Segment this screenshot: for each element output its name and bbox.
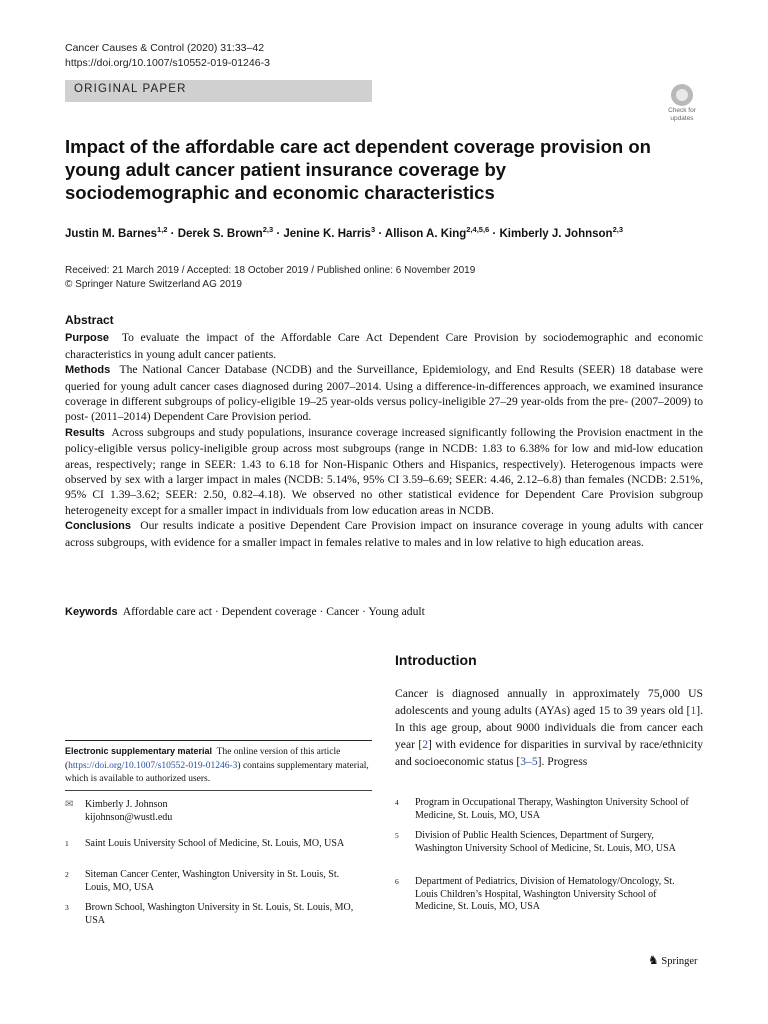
author-affiliation: 2,3 bbox=[262, 225, 274, 234]
affiliation-text: Program in Occupational Therapy, Washington University School of Medicine, St. Louis, MO, USA bbox=[415, 797, 689, 821]
article-type-label: ORIGINAL PAPER bbox=[74, 83, 187, 95]
check-for-updates-badge[interactable] bbox=[662, 84, 702, 124]
journal-citation: Cancer Causes & Control (2020) 31:33–42 bbox=[65, 42, 265, 54]
article-type-banner bbox=[65, 80, 372, 102]
abstract-methods bbox=[65, 362, 703, 425]
check-for-updates-line1: Check for bbox=[668, 107, 696, 114]
contact-name: Kimberly J. Johnson bbox=[85, 799, 168, 810]
affiliation-footnote bbox=[395, 876, 695, 914]
author-separator: · bbox=[273, 227, 284, 240]
affiliation-number: 5 bbox=[395, 831, 399, 840]
corresponding-author bbox=[65, 799, 365, 824]
check-for-updates-line2: updates bbox=[670, 115, 694, 122]
affiliation-number: 2 bbox=[65, 870, 69, 879]
keywords-text: Affordable care act · Dependent coverage · Cancer · Young adult bbox=[122, 605, 425, 618]
author-list bbox=[65, 225, 705, 240]
publication-dates bbox=[65, 264, 475, 292]
abstract-purpose bbox=[65, 330, 703, 362]
abstract-heading: Abstract bbox=[65, 313, 114, 327]
affiliation-number: 6 bbox=[395, 877, 399, 886]
author-separator: · bbox=[375, 227, 385, 240]
author-affiliation: 1,2 bbox=[157, 225, 168, 234]
citation-link[interactable]: 1 bbox=[690, 704, 697, 717]
affiliation-footnote bbox=[395, 830, 695, 855]
envelope-icon: ✉ bbox=[65, 799, 74, 810]
journal-doi[interactable]: https://doi.org/10.1007/s10552-019-01246-3 bbox=[65, 57, 270, 69]
affiliation-text: Department of Pediatrics, Division of Hematology/Oncology, St. Louis Children’s Hospital, Washington University School of Medicine, St. Louis, MO, USA bbox=[415, 876, 675, 912]
author-name: Jenine K. Harris bbox=[283, 227, 371, 240]
introduction-heading: Introduction bbox=[395, 652, 477, 668]
author-affiliation: 2,3 bbox=[612, 225, 623, 234]
author-name: Allison A. King bbox=[384, 227, 467, 240]
intro-text: ] with evidence for disparities in survival by race/ethnicity and socioeconomic status [ bbox=[395, 738, 703, 768]
author-separator: · bbox=[167, 227, 178, 240]
affiliation-footnote bbox=[395, 797, 695, 822]
affiliation-text: Siteman Cancer Center, Washington University in St. Louis, St. Louis, MO, USA bbox=[85, 869, 340, 893]
esm-label: Electronic supplementary material bbox=[65, 746, 213, 756]
abstract-conclusions bbox=[65, 518, 703, 550]
abstract-section-text: Our results indicate a positive Dependent Care Provision impact on insurance coverage in young adults with cancer across subgroups, with evidence for a smaller impact in females relative to males and in low relative to high education areas. bbox=[65, 519, 704, 549]
dates-line: Received: 21 March 2019 / Accepted: 18 October 2019 / Published online: 6 November 2019 bbox=[65, 265, 476, 276]
author-name: Kimberly J. Johnson bbox=[499, 227, 613, 240]
abstract bbox=[65, 313, 703, 550]
supplementary-material-note bbox=[65, 745, 372, 787]
copyright-line: © Springer Nature Switzerland AG 2019 bbox=[65, 279, 242, 290]
author-separator: · bbox=[489, 227, 500, 240]
publisher-logo bbox=[648, 953, 698, 968]
affiliation-text: Brown School, Washington University in St. Louis, St. Louis, MO, USA bbox=[85, 902, 354, 926]
abstract-section-text: The National Cancer Database (NCDB) and the Surveillance, Epidemiology, and End Results (SEER) 18 database were queried for young adult cancer cases diagnosed during 2007–2014. Using a difference-in-differences approach, we examined insurance coverage in different subgroups of policy-eligible 19–25 year-olds versus policy-ineligible 27–29 year-olds from the pre- (2007–2009) to post- (2011–2014) Dependent Care Provision period. bbox=[65, 363, 703, 424]
intro-text: Cancer is diagnosed annually in approximately 75,000 US adolescents and young adults (AYAs) aged 15 to 39 years old [ bbox=[395, 687, 703, 717]
author-affiliation: 3 bbox=[370, 225, 376, 234]
affiliation-number: 4 bbox=[395, 798, 399, 807]
affiliation-footnote bbox=[65, 902, 365, 927]
affiliation-number: 1 bbox=[65, 839, 69, 848]
abstract-section-label: Purpose bbox=[65, 332, 110, 345]
citation-link[interactable]: 3–5 bbox=[520, 755, 538, 768]
check-for-updates-icon bbox=[671, 84, 693, 106]
esm-divider bbox=[65, 740, 372, 741]
esm-link[interactable]: https://doi.org/10.1007/s10552-019-01246-3 bbox=[68, 760, 238, 771]
abstract-section-text: Across subgroups and study populations, insurance coverage increased significantly following the Provision enactment in the policy-eligible versus policy-ineligible group across most subgroups (range in NCDB: 1.83 to 6.38% for low and mid-low education areas, respectively; range in SEER: 1.43 to 6.18 for Non-Hispanic Others and Hispanics, respectively). Heterogenous impacts were observed by sex with a larger impact in males (NCDB: 5.14%, 95% CI 3.59–6.69; SEER: 4.46, 2.12–6.8) than females (NCDB: 2.51%, 95% CI 1.39–3.62; SEER: 2.50, 0.82–4.18). We observed no other statistical evidence for Dependent Care Provision subgroup heterogeneity except for a smaller impact in individuals from low education areas in NCDB. bbox=[65, 425, 703, 517]
publisher-name: Springer bbox=[661, 956, 698, 967]
keywords bbox=[65, 605, 705, 618]
intro-text: ]. In this age group, about 9000 individuals die from cancer each year [ bbox=[395, 704, 703, 751]
article-title: Impact of the affordable care act dependent coverage provision on young adult cancer patient insurance coverage by sociodemographic and economic characteristics bbox=[65, 136, 651, 203]
affiliation-number: 3 bbox=[65, 903, 69, 912]
abstract-section-label: Methods bbox=[65, 364, 111, 377]
springer-horse-icon: ♞ bbox=[648, 953, 659, 967]
author-affiliation: 2,4,5,6 bbox=[466, 225, 490, 234]
abstract-section-text: To evaluate the impact of the Affordable Care Act Dependent Care Provision by sociodemographic and economic characteristics in young adult cancer patients. bbox=[65, 331, 703, 361]
abstract-section-label: Conclusions bbox=[65, 520, 132, 533]
keywords-label: Keywords bbox=[65, 606, 118, 618]
citation-link[interactable]: 2 bbox=[422, 738, 428, 751]
contact-email[interactable]: kijohnson@wustl.edu bbox=[85, 811, 173, 823]
journal-header bbox=[65, 41, 270, 71]
affiliation-text: Division of Public Health Sciences, Department of Surgery, Washington University School of Medicine, St. Louis, MO, USA bbox=[415, 830, 676, 854]
author-name: Derek S. Brown bbox=[177, 227, 263, 240]
esm-text: The online version of this article ( bbox=[65, 747, 341, 771]
introduction-body bbox=[395, 685, 703, 770]
esm-text: ) contains supplementary material, which is available to authorized users. bbox=[65, 760, 369, 784]
affiliation-footnote bbox=[65, 838, 365, 851]
affiliation-text: Saint Louis University School of Medicine, St. Louis, MO, USA bbox=[85, 838, 345, 849]
abstract-results bbox=[65, 425, 703, 518]
abstract-section-label: Results bbox=[65, 426, 105, 439]
footnote-divider bbox=[65, 790, 372, 791]
intro-text: ]. Progress bbox=[537, 755, 588, 768]
affiliation-footnote bbox=[65, 869, 365, 894]
author-name: Justin M. Barnes bbox=[65, 227, 158, 240]
